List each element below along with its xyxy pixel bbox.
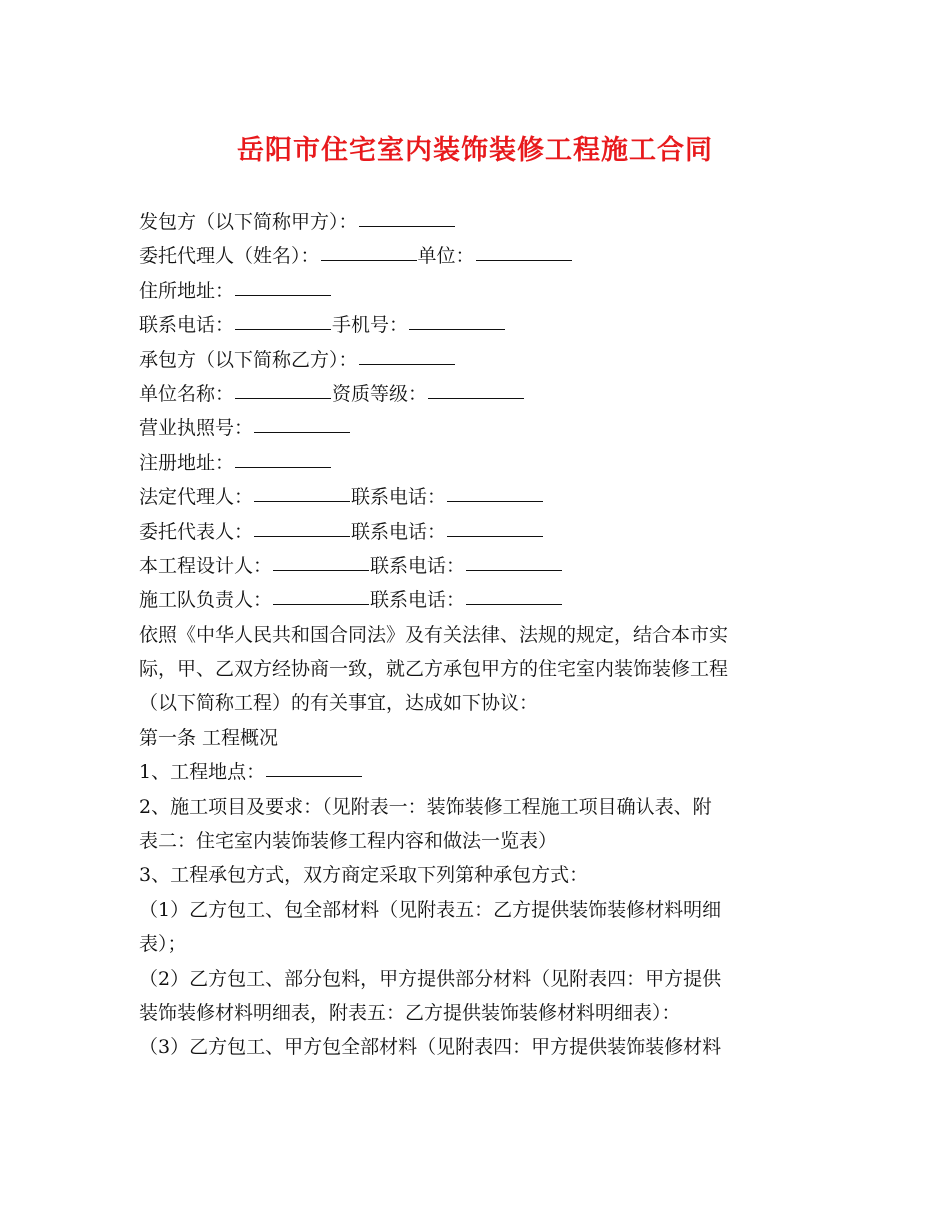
fill-blank[interactable]: [428, 397, 524, 399]
field-deputy: 委托代表人： 联系电话：: [139, 515, 819, 549]
paragraph-line: 表二：住宅室内装饰装修工程内容和做法一览表）: [139, 830, 558, 853]
fill-blank[interactable]: [466, 569, 562, 571]
fill-blank[interactable]: [266, 775, 362, 777]
document-title: 岳阳市住宅室内装饰装修工程施工合同: [237, 135, 713, 166]
fill-blank[interactable]: [235, 328, 331, 330]
field-employer: 发包方（以下简称甲方）：: [139, 205, 819, 239]
fill-blank[interactable]: [447, 535, 543, 537]
field-agent: 委托代理人（姓名）： 单位：: [139, 239, 819, 273]
field-address: 住所地址：: [139, 274, 819, 308]
fill-blank[interactable]: [466, 603, 562, 605]
paragraph-line: （1）乙方包工、包全部材料（见附表五：乙方提供装饰装修材料明细: [139, 898, 722, 921]
paragraph-line: 2、施工项目及要求：（见附表一：装饰装修工程施工项目确认表、附: [139, 795, 712, 818]
field-license: 营业执照号：: [139, 411, 819, 445]
fill-blank[interactable]: [476, 259, 572, 261]
paragraph-line: （3）乙方包工、甲方包全部材料（见附表四：甲方提供装饰装修材料: [139, 1036, 722, 1059]
fill-blank[interactable]: [359, 363, 455, 365]
contract-body: [139, 205, 819, 1065]
paragraph-line: 表）；: [139, 933, 187, 956]
field-reg-address: 注册地址：: [139, 446, 819, 480]
paragraph-line: 际，甲、乙双方经协商一致，就乙方承包甲方的住宅室内装饰装修工程: [139, 658, 729, 681]
field-phone: 联系电话： 手机号：: [139, 308, 819, 342]
fill-blank[interactable]: [254, 535, 350, 537]
fill-blank[interactable]: [447, 500, 543, 502]
fill-blank[interactable]: [235, 397, 331, 399]
paragraph-line: 装饰装修材料明细表，附表五：乙方提供装饰装修材料明细表）：: [139, 1001, 681, 1024]
fill-blank[interactable]: [235, 294, 331, 296]
field-team-leader: 施工队负责人： 联系电话：: [139, 583, 819, 617]
paragraph-line: 依照《中华人民共和国合同法》及有关法律、法规的规定，结合本市实: [139, 623, 729, 646]
item-location: 1、工程地点：: [139, 755, 819, 789]
fill-blank[interactable]: [409, 328, 505, 330]
paragraph-line: 3、工程承包方式，双方商定采取下列第种承包方式：: [139, 864, 589, 887]
fill-blank[interactable]: [321, 259, 417, 261]
field-designer: 本工程设计人： 联系电话：: [139, 549, 819, 583]
fill-blank[interactable]: [273, 569, 369, 571]
paragraph-line: （2）乙方包工、部分包料，甲方提供部分材料（见附表四：甲方提供: [139, 967, 722, 990]
article-heading: 第一条 工程概况: [139, 726, 279, 749]
fill-blank[interactable]: [359, 225, 455, 227]
paragraph-line: （以下简称工程）的有关事宜，达成如下协议：: [139, 692, 539, 715]
fill-blank[interactable]: [273, 603, 369, 605]
field-unit-name: 单位名称： 资质等级：: [139, 377, 819, 411]
field-contractor: 承包方（以下简称乙方）：: [139, 343, 819, 377]
fill-blank[interactable]: [254, 431, 350, 433]
fill-blank[interactable]: [235, 466, 331, 468]
fill-blank[interactable]: [254, 500, 350, 502]
field-legal-rep: 法定代理人： 联系电话：: [139, 480, 819, 514]
